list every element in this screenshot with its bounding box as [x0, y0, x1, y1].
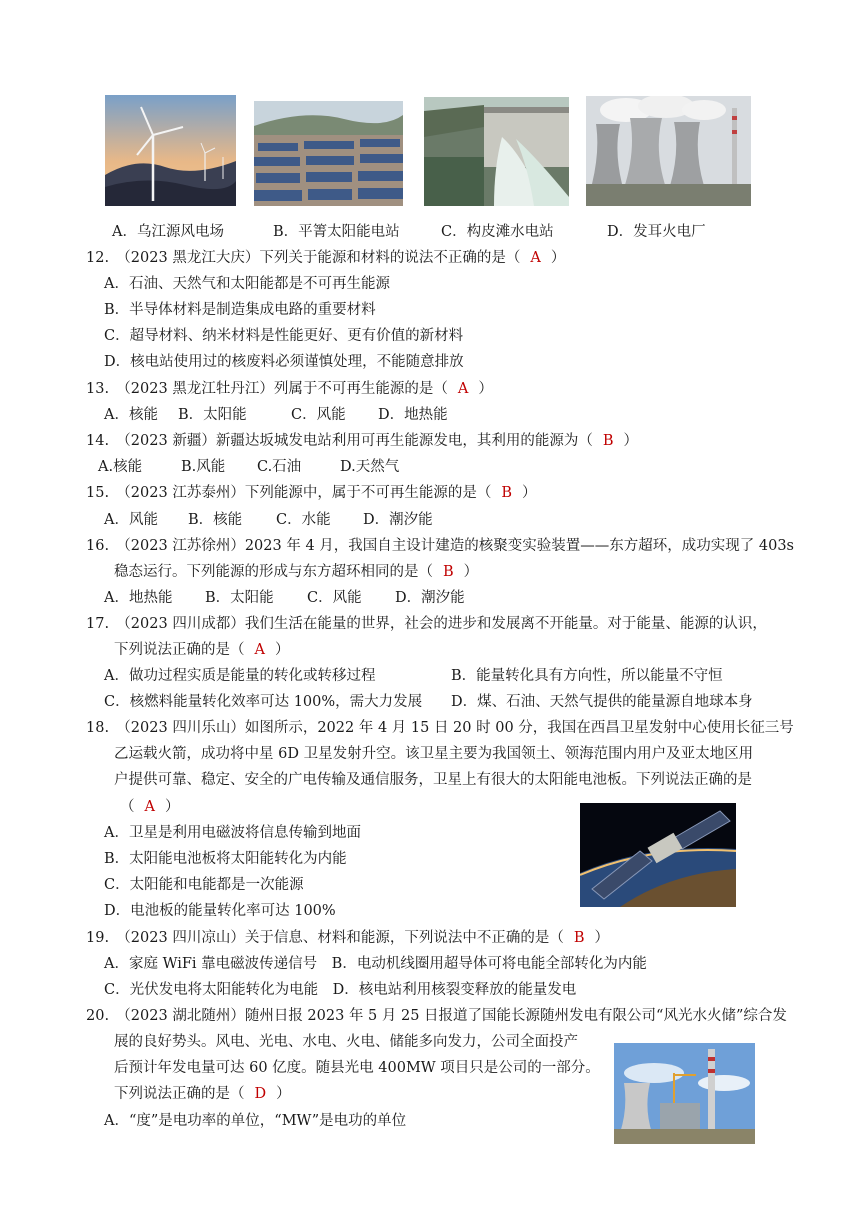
question-13 — [86, 379, 493, 399]
option: A．石油、天然气和太阳能都是不可再生能源 — [104, 276, 390, 292]
question-16-line2 — [114, 562, 478, 582]
question-20-line1: 20. （2023 湖北随州）随州日报 2023 年 5 月 25 日报道了国能长源随州发电有限公司“风光水火储”综合发 — [86, 1008, 787, 1024]
thermal-plant-image — [586, 96, 751, 206]
question-stem: 14. （2023 新疆）新疆达坂城发电站利用可再生能源发电，其利用的能源为（ — [86, 433, 593, 449]
question-17-line2 — [114, 640, 289, 660]
question-20-line4 — [114, 1084, 291, 1104]
solar-farm-icon — [254, 101, 403, 206]
hydro-dam-icon — [424, 97, 569, 206]
paren: ） — [276, 1086, 291, 1102]
question-14 — [86, 431, 638, 451]
option: C．太阳能和电能都是一次能源 — [104, 877, 304, 893]
option: C．超导材料、纳米材料是性能更好、更有价值的新材料 — [104, 328, 464, 344]
option: B．太阳能 — [178, 407, 247, 423]
question-18-line4 — [120, 797, 179, 817]
question-19 — [86, 928, 609, 948]
option: C．光伏发电将太阳能转化为电能 D．核电站利用核裂变释放的能量发电 — [104, 982, 577, 998]
answer: B — [443, 564, 454, 580]
question-20-line2: 展的良好势头。风电、光电、水电、火电、储能多向发力，公司全面投产 — [114, 1034, 578, 1050]
option: B.风能 — [181, 459, 226, 475]
option: D．煤、石油、天然气提供的能量源自地球本身 — [451, 694, 753, 710]
question-stem: 19. （2023 四川凉山）关于信息、材料和能源，下列说法中不正确的是（ — [86, 930, 564, 946]
question-12 — [86, 248, 565, 268]
option: B．能量转化具有方向性，所以能量不守恒 — [451, 668, 723, 684]
option: B．核能 — [188, 512, 243, 528]
option: A.核能 — [98, 459, 143, 475]
question-stem: 12. （2023 黑龙江大庆）下列关于能源和材料的说法不正确的是（ — [86, 250, 521, 266]
paren: ） — [594, 930, 609, 946]
question-18-line2: 乙运载火箭，成功将中星 6D 卫星发射升空。该卫星主要为我国领土、领海范围内用户及亚太地区用 — [114, 746, 754, 762]
option: A．地热能 — [104, 590, 173, 606]
question-stem: 下列说法正确的是（ — [114, 1086, 245, 1102]
satellite-image — [580, 803, 736, 907]
option: D．潮汐能 — [395, 590, 465, 606]
option: C．风能 — [291, 407, 346, 423]
power-plant-image — [614, 1043, 755, 1144]
answer: A — [144, 799, 155, 815]
wind-turbine-icon — [105, 95, 236, 206]
option: A．“度”是电功率的单位，“MW”是电功的单位 — [104, 1113, 407, 1129]
option: B．太阳能 — [205, 590, 274, 606]
option: D．核电站使用过的核废料必须谨慎处理，不能随意排放 — [104, 354, 464, 370]
answer: D — [254, 1086, 267, 1102]
question-stem: 下列说法正确的是（ — [114, 642, 245, 658]
paren: ） — [521, 485, 537, 501]
option: A．家庭 WiFi 靠电磁波传递信号 B．电动机线圈用超导体可将电能全部转化为内能 — [104, 956, 647, 972]
paren: ） — [463, 564, 479, 580]
question-18-line1: 18. （2023 四川乐山）如图所示，2022 年 4 月 15 日 20 时 00 分，我国在西昌卫星发射中心使用长征三号 — [86, 720, 794, 736]
option: D.天然气 — [340, 459, 400, 475]
question-15 — [86, 483, 536, 503]
question-stem: 13. （2023 黑龙江牡丹江）列属于不可再生能源的是（ — [86, 381, 448, 397]
hydro-dam-image — [424, 97, 569, 206]
option: A．风能 — [104, 512, 158, 528]
question-16-line1: 16. （2023 江苏徐州）2023 年 4 月，我国自主设计建造的核聚变实验装置——东方超环，成功实现了 403s — [86, 538, 794, 554]
question-20-line3: 后预计年发电量可达 60 亿度。随县光电 400MW 项目只是公司的一部分。 — [114, 1060, 600, 1076]
option: D．电池板的能量转化率可达 100% — [104, 903, 336, 919]
caption-c: C．构皮滩水电站 — [441, 224, 554, 240]
option: D．地热能 — [378, 407, 448, 423]
option: D．潮汐能 — [363, 512, 433, 528]
caption-a: A．乌江源风电场 — [112, 224, 224, 240]
option: C．风能 — [307, 590, 362, 606]
answer: B — [573, 930, 585, 946]
power-plant-icon — [614, 1043, 755, 1144]
option: C.石油 — [257, 459, 302, 475]
option: C．水能 — [276, 512, 331, 528]
option: A．做功过程实质是能量的转化或转移过程 — [104, 668, 376, 684]
question-17-line1: 17. （2023 四川成都）我们生活在能量的世界，社会的进步和发展离不开能量。对于能量、能源的认识， — [86, 616, 767, 632]
answer: A — [530, 250, 541, 266]
question-stem: 15. （2023 江苏泰州）下列能源中，属于不可再生能源的是（ — [86, 485, 492, 501]
paren-open: （ — [120, 799, 135, 815]
paren: ） — [623, 433, 638, 449]
answer: B — [501, 485, 512, 501]
satellite-icon — [580, 803, 736, 907]
option: B．太阳能电池板将太阳能转化为内能 — [104, 851, 347, 867]
caption-d: D．发耳火电厂 — [607, 224, 706, 240]
paren: ） — [478, 381, 493, 397]
option: A．核能 — [104, 407, 158, 423]
cooling-towers-icon — [586, 96, 751, 206]
answer: A — [254, 642, 265, 658]
answer: B — [602, 433, 614, 449]
question-stem: 稳态运行。下列能源的形成与东方超环相同的是（ — [114, 564, 433, 580]
option: B．半导体材料是制造集成电路的重要材料 — [104, 302, 376, 318]
option: C．核燃料能量转化效率可达 100%，需大力发展 — [104, 694, 423, 710]
solar-farm-image — [254, 101, 403, 206]
caption-b: B．平箐太阳能电站 — [273, 224, 400, 240]
wind-farm-image — [105, 95, 236, 206]
paren: ） — [550, 250, 566, 266]
paren: ） — [274, 642, 290, 658]
option: A．卫星是利用电磁波将信息传输到地面 — [104, 825, 361, 841]
answer: A — [457, 381, 469, 397]
paren: ） — [164, 799, 180, 815]
question-18-line3: 户提供可靠、稳定、安全的广电传输及通信服务，卫星上有很大的太阳能电池板。下列说法正确的是 — [114, 772, 752, 788]
